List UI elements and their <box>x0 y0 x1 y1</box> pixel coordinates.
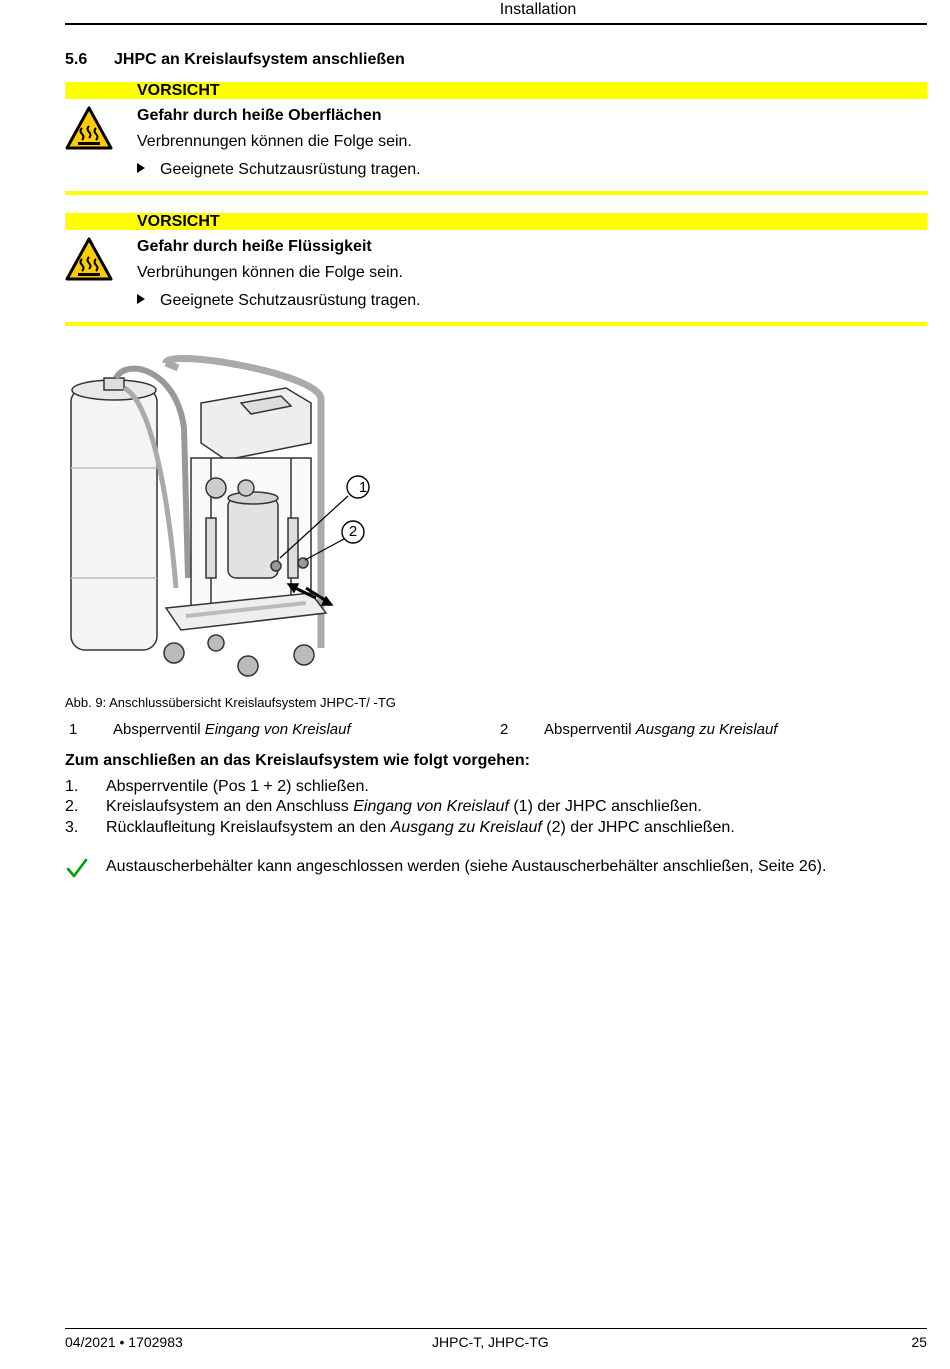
warning-action <box>137 292 421 310</box>
warning-signal-word: VORSICHT <box>137 82 220 99</box>
warning-hazard: Gefahr durch heiße Oberflächen <box>137 107 382 124</box>
legend-text-2: Absperrventil Ausgang zu Kreislauf <box>544 721 778 738</box>
warning-block-2 <box>65 213 927 328</box>
warning-hazard: Gefahr durch heiße Flüssigkeit <box>137 238 372 255</box>
callout-2-label: 2 <box>348 523 358 540</box>
warning-bottom-bar <box>65 191 927 195</box>
hot-surface-warning-icon <box>65 106 113 150</box>
procedure-title: Zum anschließen an das Kreislaufsystem wie folgt vorgehen: <box>65 752 531 769</box>
callout-1-label: 1 <box>358 479 368 496</box>
figure-caption: Abb. 9: Anschlussübersicht Kreislaufsystem JHPC-T/ -TG <box>65 695 396 710</box>
legend-text-1: Absperrventil Eingang von Kreislauf <box>113 721 351 738</box>
warning-action-text: Geeignete Schutzausrüstung tragen. <box>160 292 421 309</box>
action-arrow-icon <box>137 163 145 173</box>
footer-rule <box>65 1328 927 1329</box>
running-header: Installation <box>499 1 577 18</box>
warning-signal-word: VORSICHT <box>137 213 220 230</box>
section-title: JHPC an Kreislaufsystem anschließen <box>114 51 405 68</box>
footer-product: JHPC-T, JHPC-TG <box>432 1334 549 1350</box>
hot-surface-warning-icon <box>65 237 113 281</box>
action-arrow-icon <box>137 294 145 304</box>
warning-consequence: Verbrühungen können die Folge sein. <box>137 264 403 281</box>
device-illustration <box>66 348 386 686</box>
warning-block-1 <box>65 82 927 197</box>
checkmark-icon <box>66 857 88 879</box>
header-rule <box>65 23 927 25</box>
legend-num-1: 1 <box>69 721 78 738</box>
legend-num-2: 2 <box>500 721 509 738</box>
procedure-result: Austauscherbehälter kann angeschlossen werden (siehe Austauscherbehälter anschließen, Seite 26). <box>106 858 827 875</box>
procedure-step-2: 2. Kreislaufsystem an den Anschluss Eingang von Kreislauf (1) der JHPC anschließen. <box>65 798 702 815</box>
procedure-step-3: 3. Rücklaufleitung Kreislaufsystem an den Ausgang zu Kreislauf (2) der JHPC anschließen. <box>65 819 735 836</box>
procedure-step-1: 1. Absperrventile (Pos 1 + 2) schließen. <box>65 778 369 795</box>
footer-date-docnumber: 04/2021 • 1702983 <box>65 1334 183 1350</box>
warning-consequence: Verbrennungen können die Folge sein. <box>137 133 412 150</box>
section-number: 5.6 <box>65 51 88 68</box>
warning-action <box>137 161 421 179</box>
warning-bottom-bar <box>65 322 927 326</box>
page-number: 25 <box>911 1334 927 1350</box>
warning-action-text: Geeignete Schutzausrüstung tragen. <box>160 161 421 178</box>
